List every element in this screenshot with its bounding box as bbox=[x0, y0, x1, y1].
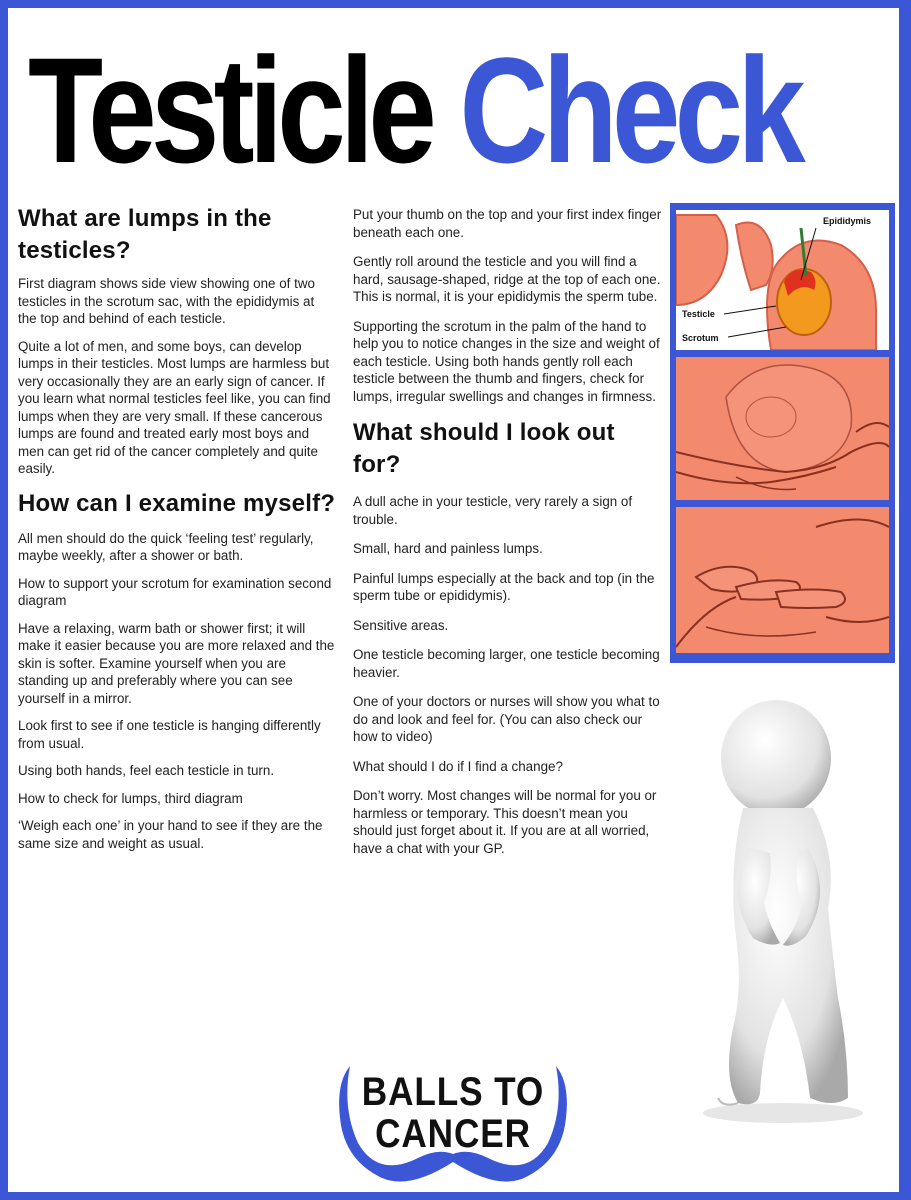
paragraph: Small, hard and painless lumps. bbox=[353, 541, 543, 556]
diagram-support-scrotum bbox=[676, 357, 889, 500]
3d-white-man-figure-icon bbox=[698, 698, 878, 1128]
middle-column bbox=[353, 206, 665, 869]
paragraph: How to support your scrotum for examination second diagram bbox=[18, 575, 332, 608]
heading-what-are-lumps: What are lumps in the testicles? bbox=[18, 205, 272, 264]
paragraph: Painful lumps especially at the back and top (in the sperm tube or epididymis). bbox=[353, 570, 655, 603]
paragraph: All men should do the quick ‘feeling test’ regularly, maybe weekly, after a shower or bath. bbox=[18, 530, 314, 563]
paragraph: Look first to see if one testicle is hanging differently from usual. bbox=[18, 718, 321, 751]
paragraph: Have a relaxing, warm bath or shower first; it will make it easier because you are more relaxed and the skin is softer. Examine yourself when you are standing up and preferably where you can see yourself in a mirror. bbox=[18, 620, 335, 706]
diagram-panel bbox=[670, 203, 895, 663]
paragraph: Using both hands, feel each testicle in turn. bbox=[18, 763, 275, 778]
title-word-testicle: Testicle bbox=[28, 26, 432, 194]
paragraph: One testicle becoming larger, one testicle becoming heavier. bbox=[353, 647, 660, 680]
paragraph: Don’t worry. Most changes will be normal for you or harmless or temporary. This doesn’t mean you should just forget about it. If you are at all worried, have a chat with your GP. bbox=[353, 788, 657, 856]
diagram-check-lumps bbox=[676, 507, 889, 653]
paragraph: How to check for lumps, third diagram bbox=[18, 790, 243, 806]
heading-how-can-i-examine: How can I examine myself? bbox=[18, 489, 336, 517]
paragraph: First diagram shows side view showing one of two testicles in the scrotum sac, with the epididymis at the top and behind of each testicle. bbox=[18, 276, 315, 326]
paragraph: A dull ache in your testicle, very rarely a sign of trouble. bbox=[353, 494, 633, 527]
paragraph: Supporting the scrotum in the palm of the hand to help you to notice changes in the size and weight of each testicle. Using both hands gently roll each testicle between the thumb and fingers, check for lumps, irregular swellings and changes in firmness. bbox=[353, 318, 660, 404]
logo-line2: CANCER bbox=[375, 1112, 531, 1156]
paragraph: Gently roll around the testicle and you will find a hard, sausage-shaped, ridge at the top of each one. This is normal, it is your epididymis the sperm tube. bbox=[353, 254, 661, 304]
left-column bbox=[18, 203, 336, 862]
paragraph: Sensitive areas. bbox=[353, 617, 449, 633]
paragraph: What should I do if I find a change? bbox=[353, 758, 563, 774]
paragraph: Put your thumb on the top and your first index finger beneath each one. bbox=[353, 207, 662, 240]
diagram-side-view bbox=[676, 210, 889, 350]
logo-line1: BALLS TO bbox=[361, 1070, 545, 1114]
label-epididymis: Epididymis bbox=[823, 216, 872, 226]
label-testicle: Testicle bbox=[682, 309, 715, 319]
poster bbox=[8, 8, 899, 1192]
label-scrotum: Scrotum bbox=[682, 333, 719, 343]
page-title bbox=[28, 18, 800, 203]
paragraph: Quite a lot of men, and some boys, can develop lumps in their testicles. Most lumps are harmless but very occasionally they are an early sign of cancer. If you learn what normal testicles feel like, you can find lumps when they are very small. If these cancerous lumps are found and treated early most boys and men can get rid of the cancer completely and quite easily. bbox=[18, 338, 331, 476]
heading-what-should-i-look-out-for: What should I look out for? bbox=[353, 419, 615, 478]
paragraph: One of your doctors or nurses will show you what to do and look and feel for. (You can also check our how to video) bbox=[353, 694, 660, 744]
paragraph: ‘Weigh each one’ in your hand to see if they are the same size and weight as usual. bbox=[18, 818, 323, 851]
balls-to-cancer-logo-icon bbox=[328, 1058, 578, 1192]
title-word-check: Check bbox=[459, 26, 800, 194]
